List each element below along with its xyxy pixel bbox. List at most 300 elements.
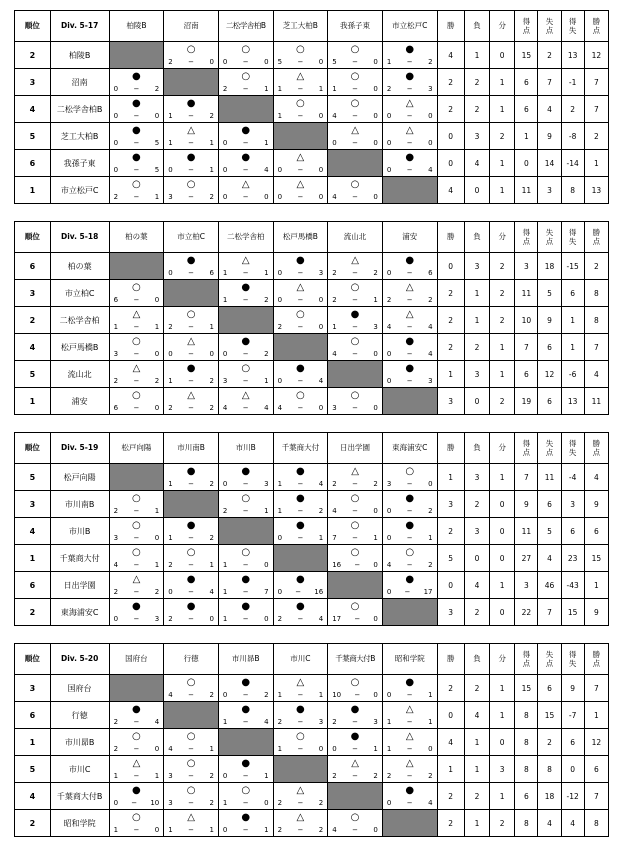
score-right: 1 <box>264 269 269 277</box>
score-left: 1 <box>386 58 392 66</box>
score-left: 2 <box>386 296 392 304</box>
score-left: 4 <box>222 404 228 412</box>
score-left: 1 <box>168 480 173 488</box>
row-team-name: 柏の葉 <box>50 253 109 280</box>
gf-value: 9 <box>515 491 538 518</box>
gf-value: 11 <box>515 280 538 307</box>
gf-value: 8 <box>515 810 538 837</box>
match-result-cell <box>218 253 273 280</box>
gd-value: 8 <box>561 177 584 204</box>
open-circle-icon: ○ <box>350 336 360 347</box>
table-row <box>15 334 609 361</box>
score <box>168 404 214 412</box>
gf-value: 10 <box>515 307 538 334</box>
score <box>168 799 214 807</box>
column-team-name: 市川B <box>218 433 273 464</box>
score <box>278 480 324 488</box>
score <box>223 139 269 147</box>
row-team-name: 行徳 <box>50 702 109 729</box>
open-circle-icon: ○ <box>186 547 196 558</box>
match-result-cell <box>218 491 273 518</box>
win-header: 勝 <box>437 644 464 675</box>
open-circle-icon: ○ <box>186 731 196 742</box>
score <box>278 58 324 66</box>
score <box>387 772 433 780</box>
filled-circle-icon: ● <box>186 466 196 477</box>
score-dash: − <box>404 588 411 596</box>
score-right: 3 <box>373 718 378 726</box>
score <box>168 534 214 542</box>
match-result-cell <box>109 307 164 334</box>
score <box>278 404 324 412</box>
score-left: 0 <box>168 166 173 174</box>
score-left: 4 <box>168 745 173 753</box>
score <box>114 826 160 834</box>
score-left: 10 <box>332 691 342 699</box>
score-left: 0 <box>386 799 392 807</box>
self-match-cell <box>382 599 437 626</box>
open-circle-icon: ○ <box>350 493 360 504</box>
score-left: 4 <box>386 561 392 569</box>
score-left: 0 <box>277 588 283 596</box>
open-circle-icon: ○ <box>405 466 415 477</box>
ga-value: 7 <box>538 69 561 96</box>
match-result-cell <box>382 96 437 123</box>
ga-header <box>538 11 561 42</box>
score-right: 1 <box>154 323 160 331</box>
gd-value: -7 <box>561 702 584 729</box>
pts-value: 4 <box>584 361 608 388</box>
match-result-cell <box>218 783 273 810</box>
score-dash: − <box>188 588 195 596</box>
score <box>387 691 433 699</box>
score-left: 4 <box>332 193 337 201</box>
match-result-cell <box>218 388 273 415</box>
column-team-name: 松戸向陽 <box>109 433 164 464</box>
score <box>223 350 269 358</box>
score-left: 0 <box>386 534 392 542</box>
score-dash: − <box>188 534 195 542</box>
rank-value: 1 <box>15 729 51 756</box>
w-value: 3 <box>437 599 464 626</box>
pts-value: 7 <box>584 69 608 96</box>
score <box>168 561 214 569</box>
d-value: 1 <box>490 69 515 96</box>
score-left: 1 <box>222 561 228 569</box>
match-result-cell <box>382 702 437 729</box>
score-dash: − <box>133 826 140 834</box>
score <box>278 691 324 699</box>
gd-header <box>561 433 584 464</box>
pts-value: 2 <box>584 253 608 280</box>
column-team-name: 二松学舎柏 <box>218 222 273 253</box>
row-team-name: 市川B <box>50 518 109 545</box>
score <box>223 404 269 412</box>
score-right: 1 <box>264 85 269 93</box>
table-row <box>15 280 609 307</box>
triangle-icon: △ <box>241 255 250 266</box>
ga-value: 3 <box>538 177 561 204</box>
table-row <box>15 253 609 280</box>
ga-value: 18 <box>538 783 561 810</box>
pts-value: 13 <box>584 177 608 204</box>
gf-header <box>515 11 538 42</box>
division-title: Div. 5-19 <box>50 433 109 464</box>
filled-circle-icon: ● <box>296 466 305 477</box>
pts-value: 7 <box>584 783 608 810</box>
score-right: 1 <box>264 377 269 385</box>
score-dash: − <box>406 718 413 726</box>
gd-value: 6 <box>561 280 584 307</box>
score-left: 2 <box>332 269 337 277</box>
gf-value: 6 <box>515 361 538 388</box>
gd-value: 23 <box>561 545 584 572</box>
gd-header-bottom: 失 <box>568 659 577 668</box>
score-right: 2 <box>209 480 214 488</box>
score <box>278 323 324 331</box>
ga-value: 4 <box>538 545 561 572</box>
triangle-icon: △ <box>296 785 305 796</box>
match-result-cell <box>382 334 437 361</box>
score-left: 2 <box>386 772 392 780</box>
l-value: 1 <box>464 280 489 307</box>
gd-value: 1 <box>561 334 584 361</box>
self-match-cell <box>218 96 273 123</box>
gf-value: 22 <box>515 599 538 626</box>
ga-value: 2 <box>538 42 561 69</box>
match-result-cell <box>382 464 437 491</box>
score-left: 0 <box>277 269 283 277</box>
score-left: 6 <box>113 296 119 304</box>
score-dash: − <box>133 350 140 358</box>
column-team-name: 松戸馬橋B <box>273 222 328 253</box>
match-result-cell <box>109 729 164 756</box>
score <box>387 480 433 488</box>
score-right: 4 <box>318 615 324 623</box>
score <box>387 323 433 331</box>
score <box>278 826 324 834</box>
score-left: 2 <box>113 507 119 515</box>
score-left: 0 <box>168 588 173 596</box>
match-result-cell <box>164 361 219 388</box>
triangle-icon: △ <box>296 71 305 82</box>
score <box>332 615 378 623</box>
pts-header-top: 勝 <box>592 228 601 237</box>
row-team-name: 二松学舎柏B <box>50 96 109 123</box>
l-value: 1 <box>464 756 489 783</box>
pts-header-bottom: 点 <box>592 448 601 457</box>
score-dash: − <box>242 507 249 515</box>
match-result-cell <box>218 150 273 177</box>
filled-circle-icon: ● <box>241 466 251 477</box>
score-dash: − <box>352 139 358 147</box>
self-match-cell <box>218 307 273 334</box>
l-value: 4 <box>464 150 489 177</box>
league-table <box>14 643 609 837</box>
ga-header <box>538 644 561 675</box>
score <box>168 480 214 488</box>
table-row <box>15 42 609 69</box>
score <box>278 588 324 596</box>
match-result-cell <box>164 810 219 837</box>
score-left: 7 <box>332 534 337 542</box>
match-result-cell <box>273 69 328 96</box>
score-right: 2 <box>264 296 269 304</box>
score <box>332 480 378 488</box>
score <box>114 112 160 120</box>
column-team-name: 国府台 <box>109 644 164 675</box>
open-circle-icon: ○ <box>350 812 360 823</box>
rank-value: 3 <box>15 280 51 307</box>
match-result-cell <box>273 280 328 307</box>
score <box>168 772 214 780</box>
score-dash: − <box>188 377 195 385</box>
filled-circle-icon: ● <box>405 44 415 55</box>
score-right: 16 <box>314 588 324 596</box>
ga-header <box>538 222 561 253</box>
l-value: 2 <box>464 599 489 626</box>
score <box>114 745 160 753</box>
table-row <box>15 177 609 204</box>
score-right: 2 <box>209 534 214 542</box>
match-result-cell <box>273 810 328 837</box>
score-dash: − <box>242 691 249 699</box>
score-left: 4 <box>332 826 337 834</box>
triangle-icon: △ <box>241 179 250 190</box>
score-left: 3 <box>113 534 119 542</box>
score-left: 0 <box>386 112 392 120</box>
score-dash: − <box>131 799 138 807</box>
pts-value: 15 <box>584 545 608 572</box>
open-circle-icon: ○ <box>350 179 360 190</box>
score-right: 3 <box>373 323 378 331</box>
gd-value: -1 <box>561 69 584 96</box>
ga-header <box>538 433 561 464</box>
open-circle-icon: ○ <box>296 390 305 401</box>
open-circle-icon: ○ <box>132 493 141 504</box>
match-result-cell <box>382 572 437 599</box>
row-team-name: 柏陵B <box>50 42 109 69</box>
score-dash: − <box>188 166 195 174</box>
score <box>278 718 324 726</box>
pts-header-top: 勝 <box>592 17 601 26</box>
table-row <box>15 150 609 177</box>
l-value: 1 <box>464 729 489 756</box>
match-result-cell <box>218 280 273 307</box>
gf-value: 11 <box>515 518 538 545</box>
score-dash: − <box>133 296 140 304</box>
open-circle-icon: ○ <box>132 547 141 558</box>
score-dash: − <box>406 691 413 699</box>
match-result-cell <box>164 96 219 123</box>
score <box>332 296 378 304</box>
score-dash: − <box>188 772 195 780</box>
open-circle-icon: ○ <box>186 44 196 55</box>
match-result-cell <box>382 253 437 280</box>
score <box>223 58 269 66</box>
score-right: 2 <box>209 404 214 412</box>
score-dash: − <box>406 112 413 120</box>
ga-value: 12 <box>538 361 561 388</box>
d-value: 3 <box>490 756 515 783</box>
gf-value: 15 <box>515 675 538 702</box>
score-right: 2 <box>209 193 214 201</box>
l-value: 3 <box>464 253 489 280</box>
match-result-cell <box>273 572 328 599</box>
draw-header: 分 <box>490 11 515 42</box>
triangle-icon: △ <box>405 125 414 136</box>
ga-value: 8 <box>538 756 561 783</box>
pts-value: 6 <box>584 756 608 783</box>
match-result-cell <box>382 69 437 96</box>
score-left: 1 <box>113 826 119 834</box>
match-result-cell <box>382 307 437 334</box>
score-right: 2 <box>318 507 324 515</box>
column-team-name: 浦安 <box>382 222 437 253</box>
score-right: 0 <box>154 534 160 542</box>
l-value: 0 <box>464 177 489 204</box>
w-value: 2 <box>437 810 464 837</box>
score <box>114 588 160 596</box>
pts-value: 8 <box>584 280 608 307</box>
match-result-cell <box>328 177 383 204</box>
score-left: 0 <box>113 799 119 807</box>
score-right: 4 <box>428 350 433 358</box>
pts-value: 7 <box>584 334 608 361</box>
score <box>168 350 214 358</box>
d-value: 0 <box>490 518 515 545</box>
score-left: 0 <box>277 534 283 542</box>
score-left: 0 <box>277 193 283 201</box>
rank-header: 順位 <box>15 433 51 464</box>
d-value: 1 <box>490 150 515 177</box>
l-value: 2 <box>464 675 489 702</box>
l-value: 3 <box>464 518 489 545</box>
match-result-cell <box>218 464 273 491</box>
score-dash: − <box>242 480 249 488</box>
match-result-cell <box>109 491 164 518</box>
score-right: 3 <box>154 615 160 623</box>
score-dash: − <box>297 85 304 93</box>
pts-header-bottom: 点 <box>592 237 601 246</box>
score-right: 2 <box>428 561 433 569</box>
match-result-cell <box>164 177 219 204</box>
match-result-cell <box>382 123 437 150</box>
ga-header-top: 失 <box>545 650 554 659</box>
triangle-icon: △ <box>132 309 141 320</box>
match-result-cell <box>328 675 383 702</box>
self-match-cell <box>109 253 164 280</box>
self-match-cell <box>382 388 437 415</box>
score-right: 1 <box>318 85 324 93</box>
score-left: 1 <box>277 507 283 515</box>
header-row <box>15 11 609 42</box>
score-left: 0 <box>113 139 119 147</box>
gf-header <box>515 644 538 675</box>
open-circle-icon: ○ <box>132 179 141 190</box>
score-dash: − <box>352 718 358 726</box>
score-right: 0 <box>373 507 378 515</box>
score <box>223 615 269 623</box>
open-circle-icon: ○ <box>350 547 360 558</box>
l-value: 1 <box>464 307 489 334</box>
score <box>114 799 160 807</box>
score-dash: − <box>188 323 195 331</box>
column-team-name: 市立松戸C <box>382 11 437 42</box>
self-match-cell <box>218 729 273 756</box>
match-result-cell <box>273 702 328 729</box>
score <box>223 691 269 699</box>
filled-circle-icon: ● <box>405 574 415 585</box>
draw-header: 分 <box>490 433 515 464</box>
score <box>387 799 433 807</box>
score-left: 2 <box>168 404 173 412</box>
filled-circle-icon: ● <box>241 704 251 715</box>
score-right: 2 <box>209 799 214 807</box>
score-dash: − <box>188 269 195 277</box>
score-dash: − <box>188 561 195 569</box>
score-dash: − <box>188 58 195 66</box>
score <box>278 296 324 304</box>
column-team-name: 市川C <box>273 644 328 675</box>
match-result-cell <box>382 280 437 307</box>
w-value: 4 <box>437 42 464 69</box>
l-value: 4 <box>464 572 489 599</box>
match-result-cell <box>109 518 164 545</box>
score <box>387 561 433 569</box>
score-dash: − <box>297 377 304 385</box>
row-team-name: 我孫子東 <box>50 150 109 177</box>
score-left: 0 <box>168 350 173 358</box>
ga-header-bottom: 点 <box>545 237 554 246</box>
score-right: 4 <box>209 588 214 596</box>
score-right: 1 <box>209 139 214 147</box>
ga-header-top: 失 <box>545 228 554 237</box>
triangle-icon: △ <box>405 758 414 769</box>
score-dash: − <box>352 112 358 120</box>
score-right: 0 <box>318 745 324 753</box>
gf-value: 6 <box>515 96 538 123</box>
score-right: 0 <box>318 323 324 331</box>
score-dash: − <box>297 58 304 66</box>
score-left: 0 <box>222 166 228 174</box>
l-value: 2 <box>464 69 489 96</box>
score-left: 2 <box>332 718 337 726</box>
gd-value: 4 <box>561 810 584 837</box>
l-value: 3 <box>464 464 489 491</box>
score-right: 2 <box>373 772 378 780</box>
score-left: 2 <box>113 193 119 201</box>
triangle-icon: △ <box>187 125 195 136</box>
gf-value: 3 <box>515 572 538 599</box>
score-left: 0 <box>386 588 392 596</box>
ga-value: 5 <box>538 280 561 307</box>
match-result-cell <box>328 599 383 626</box>
open-circle-icon: ○ <box>350 98 360 109</box>
score <box>387 139 433 147</box>
score <box>114 139 160 147</box>
header-row <box>15 644 609 675</box>
filled-circle-icon: ● <box>186 255 196 266</box>
w-value: 1 <box>437 361 464 388</box>
filled-circle-icon: ● <box>405 71 415 82</box>
score <box>114 404 160 412</box>
score-right: 2 <box>154 85 160 93</box>
match-result-cell <box>109 150 164 177</box>
table-row <box>15 729 609 756</box>
d-value: 1 <box>490 464 515 491</box>
open-circle-icon: ○ <box>241 785 251 796</box>
